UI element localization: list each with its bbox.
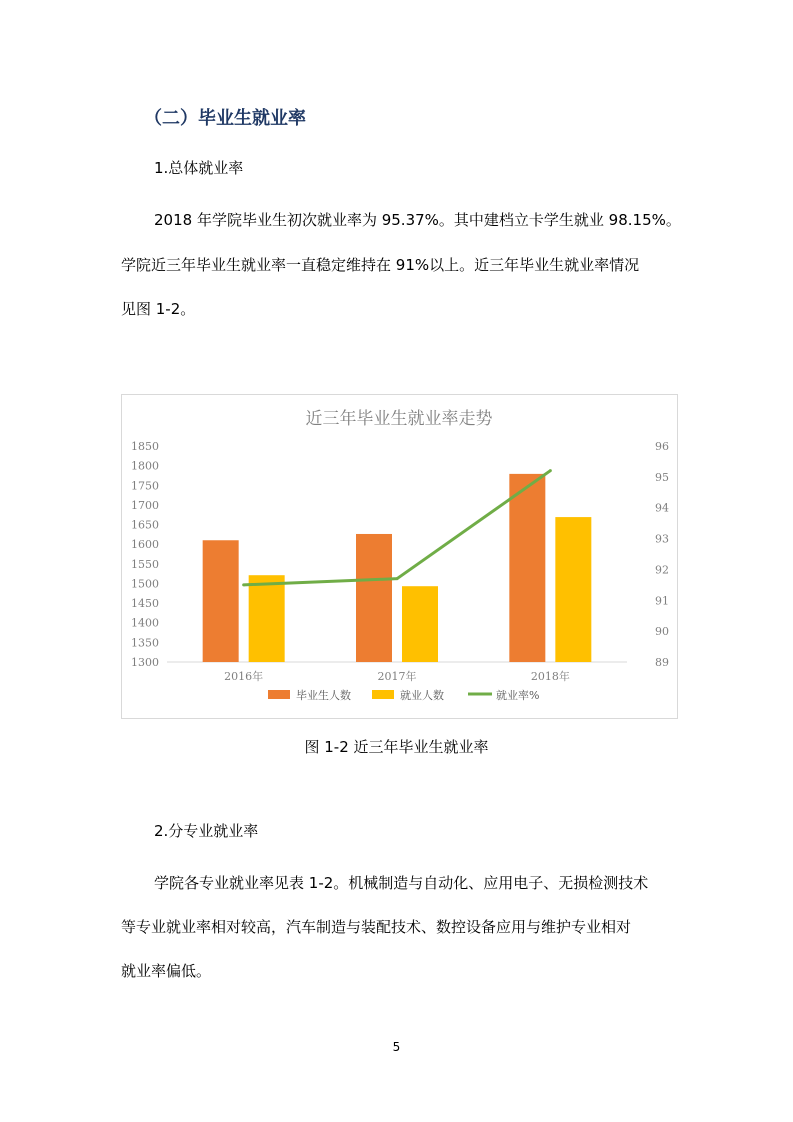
legend-label: 就业率% [496, 689, 540, 702]
y-left-tick-label: 1850 [131, 440, 159, 453]
section-heading: （二）毕业生就业率 [144, 108, 306, 129]
legend-label: 毕业生人数 [296, 689, 351, 702]
y-right-tick-label: 91 [655, 594, 669, 608]
bar-employed [555, 517, 591, 662]
bar-employed [249, 575, 285, 662]
x-tick-label: 2017年 [377, 670, 417, 683]
y-right-tick-label: 94 [655, 501, 669, 515]
y-left-tick-label: 1350 [131, 636, 159, 650]
bar-graduates [356, 534, 392, 662]
y-left-tick-label: 1700 [131, 498, 159, 512]
overall-paragraph-line: 学院近三年毕业生就业率一直稳定维持在 91%以上。近三年毕业生就业率情况 [121, 256, 640, 274]
employment-trend-chart [121, 394, 678, 719]
x-tick-label: 2018年 [530, 670, 570, 683]
y-left-tick-label: 1550 [131, 557, 159, 571]
y-left-tick-label: 1650 [131, 518, 159, 532]
line-point-employment-rate [242, 583, 245, 586]
y-right-tick-label: 95 [655, 470, 669, 484]
overall-paragraph-line: 见图 1-2。 [121, 300, 196, 318]
y-right-tick-label: 90 [655, 625, 669, 639]
y-left-tick-label: 1800 [131, 459, 159, 473]
bar-graduates [203, 540, 239, 662]
by-major-paragraph-line: 等专业就业率相对较高，汽车制造与装配技术、数控设备应用与维护专业相对 [121, 918, 632, 936]
y-left-tick-label: 1500 [131, 577, 159, 591]
chart-title: 近三年毕业生就业率走势 [305, 409, 493, 429]
bar-employed [402, 586, 438, 662]
line-point-employment-rate [549, 469, 552, 472]
line-point-employment-rate [396, 577, 399, 580]
y-right-tick-label: 93 [655, 532, 669, 546]
chart-svg [122, 395, 677, 718]
figure-caption: 图 1-2 近三年毕业生就业率 [304, 738, 489, 756]
by-major-heading: 2.分专业就业率 [154, 822, 259, 840]
by-major-paragraph-line: 学院各专业就业率见表 1-2。机械制造与自动化、应用电子、无损检测技术 [154, 874, 649, 892]
y-right-tick-label: 96 [655, 440, 669, 453]
x-tick-label: 2016年 [224, 670, 264, 683]
y-left-tick-label: 1750 [131, 479, 159, 493]
y-left-tick-label: 1300 [131, 656, 159, 669]
page-number: 5 [392, 1040, 401, 1054]
bar-graduates [509, 474, 545, 662]
overall-rate-heading: 1.总体就业率 [154, 159, 244, 177]
y-left-tick-label: 1600 [131, 538, 159, 552]
legend-swatch [268, 690, 290, 699]
y-right-tick-label: 89 [655, 656, 669, 669]
y-right-tick-label: 92 [655, 563, 669, 577]
overall-paragraph-line: 2018 年学院毕业生初次就业率为 95.37%。其中建档立卡学生就业 98.15%。 [154, 211, 681, 229]
y-left-tick-label: 1400 [131, 616, 159, 630]
line-employment-rate [244, 471, 551, 585]
y-left-tick-label: 1450 [131, 597, 159, 611]
legend-label: 就业人数 [400, 689, 444, 702]
by-major-paragraph-line: 就业率偏低。 [121, 962, 212, 980]
legend-swatch [372, 690, 394, 699]
